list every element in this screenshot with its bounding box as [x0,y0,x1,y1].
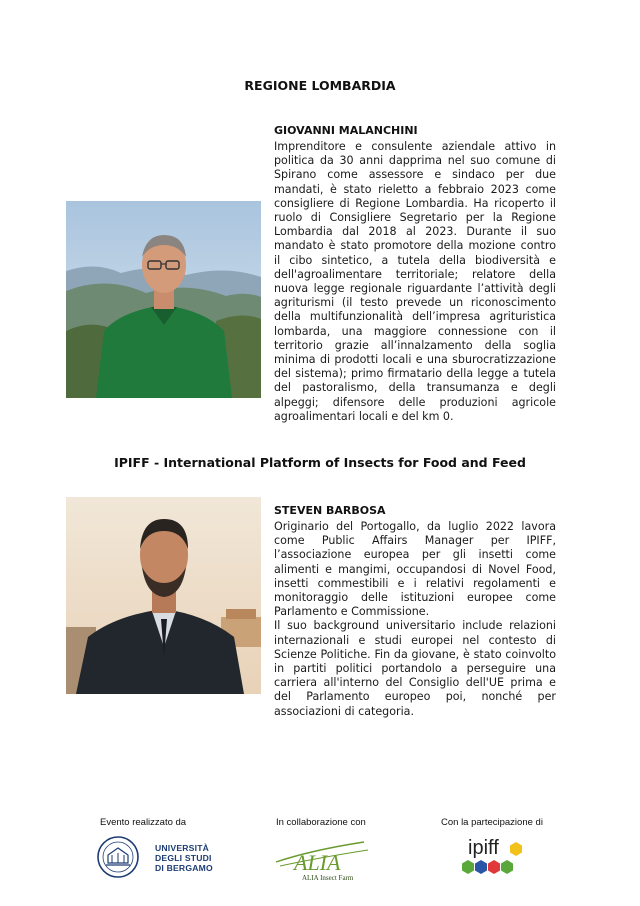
unibg-logo-text [155,843,213,873]
unibg-logo-line: UNIVERSITÀ [155,843,210,853]
bio-paragraph: Il suo background universitario include relazioni internazionali e studi europei nel contesto di Scienze Politiche. Fin da giovane, è stato coinvolto in partiti politici portandolo a perseguire una carriera all'interno del Consiglio dell'UE prima e del Parlamento europeo poi, nonché per associazioni di categoria. [274,619,556,718]
unibg-logo-line: DI BERGAMO [155,863,213,873]
person-name-giovanni-malanchini: GIOVANNI MALANCHINI [274,124,418,137]
section-title-ipiff: IPIFF - International Platform of Insects for Food and Feed [114,455,526,470]
bio-giovanni-malanchini: Imprenditore e consulente aziendale attivo in politica da 30 anni dapprima nel suo comune di Spirano come assessore e sindaco per due mandati, è stato rieletto a febbraio 2023 come consigliere di Regione Lombardia. Ha ricoperto il ruolo di Consigliere Segretario per la Regione Lombardia dal 2018 al 2023. Durante il suo mandato è stato promotore della mozione contro il cibo sintetico, a tutela della biodiversità e dell'agroalimentare territoriale; relatore della nuova legge regionale riguardante l’attività degli agriturismi (il testo prevede un riconoscimento della multifunzionalità dell’impresa agrituristica lombarda, una maggiore connessione con il territorio grazie all’innalzamento della soglia minima di prodotti locali e una sburocratizzazione del sistema); primo firmatario della legge a tutela del pastoralismo, della transumanza e degli alpeggi; difensore delle produzioni agricole agroalimentari locali e del km 0. [274,140,556,423]
unibg-logo-line: DEGLI STUDI [155,853,212,863]
bio-steven-barbosa [274,520,556,719]
photo-giovanni-malanchini [66,201,261,398]
alia-insect-farm-logo [272,832,372,888]
footer-caption-organizer: Evento realizzato da [100,817,187,828]
ipiff-logo-wordmark: ipiff [468,837,499,859]
ipiff-logo [458,832,530,888]
section-title-regione-lombardia: REGIONE LOMBARDIA [244,78,396,93]
bio-paragraph: Originario del Portogallo, da luglio 2022 lavora come Public Affairs Manager per IPIFF, l’associazione europea per gli insetti come alimenti e mangimi, occupandosi di Novel Food, insetti commestibili e i relativi regolamenti e monitoraggio delle istituzioni europee come Parlamento e Commissione. [274,520,556,619]
photo-steven-barbosa [66,497,261,694]
footer-caption-participation: Con la partecipazione di [441,817,543,828]
alia-logo-subtitle: ALIA Insect Farm [302,874,354,882]
alia-logo-wordmark: ALIA [294,850,341,875]
unibg-seal-logo [89,835,147,883]
footer-caption-collaboration: In collaborazione con [276,817,366,828]
person-name-steven-barbosa: STEVEN BARBOSA [274,504,386,517]
